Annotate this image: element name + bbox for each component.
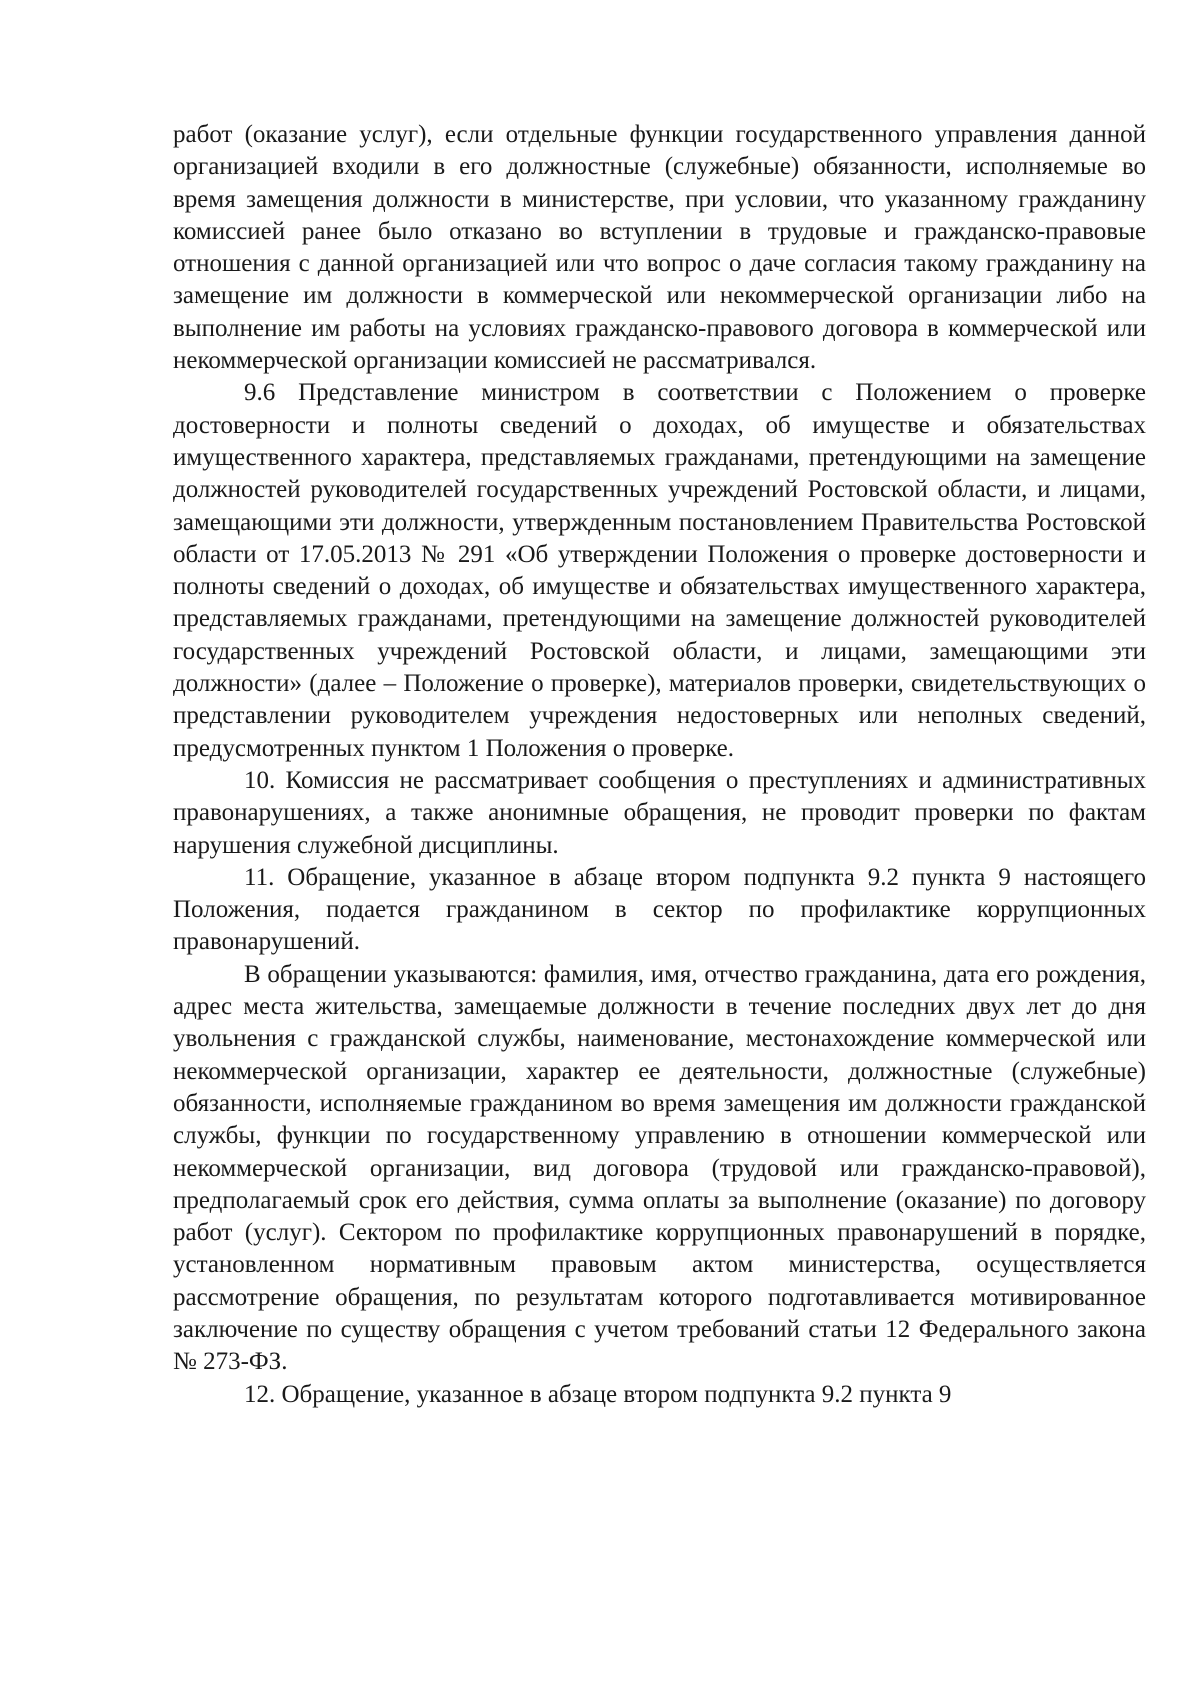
- paragraph-11-details: В обращении указываются: фамилия, имя, отчество гражданина, дата его рождения, адрес места жительства, замещаемые должности в течение последних двух лет до дня увольнения с гражданской службы, наименование, местонахождение коммерческой или некоммерческой организации, характер ее деятельности, должностные (служебные) обязанности, исполняемые гражданином во время замещения им должности гражданской службы, функции по государственному управлению в отношении коммерческой или некоммерческой организации, вид договора (трудовой или гражданско-правовой), предполагаемый срок его действия, сумма оплаты за выполнение (оказание) по договору работ (услуг). Сектором по профилактике коррупционных правонарушений в порядке, установленном нормативным правовым актом министерства, осуществляется рассмотрение обращения, по результатам которого подготавливается мотивированное заключение по существу обращения с учетом требований статьи 12 Федерального закона № 273-ФЗ.: [173, 960, 1146, 1376]
- paragraph-12: 12. Обращение, указанное в абзаце втором подпункта 9.2 пункта 9: [244, 1380, 952, 1408]
- document-body: [173, 119, 1146, 1411]
- paragraph-10: 10. Комиссия не рассматривает сообщения о преступлениях и административных правонарушениях, а также анонимные обращения, не проводит проверки по фактам нарушения служебной дисциплины.: [173, 766, 1146, 859]
- paragraph-9-6: 9.6 Представление министром в соответствии с Положением о проверке достоверности и полноты сведений о доходах, об имуществе и обязательствах имущественного характера, представляемых гражданами, претендующими на замещение должностей руководителей государственных учреждений Ростовской области, и лицами, замещающими эти должности, утвержденным постановлением Правительства Ростовской области от 17.05.2013 № 291 «Об утверждении Положения о проверке достоверности и полноты сведений о доходах, об имуществе и обязательствах имущественного характера, представляемых гражданами, претендующими на замещение должностей руководителей государственных учреждений Ростовской области, и лицами, замещающими эти должности» (далее – Положение о проверке), материалов проверки, свидетельствующих о представлении руководителем учреждения недостоверных или неполных сведений, предусмотренных пунктом 1 Положения о проверке.: [173, 379, 1146, 762]
- paragraph-continuation: работ (оказание услуг), если отдельные функции государственного управления данной организацией входили в его должностные (служебные) обязанности, исполняемые во время замещения должности в министерстве, при условии, что указанному гражданину комиссией ранее было отказано во вступлении в трудовые и гражданско-правовые отношения с данной организацией или что вопрос о даче согласия такому гражданину на замещение им должности в коммерческой или некоммерческой организации либо на выполнение им работы на условиях гражданско-правового договора в коммерческой или некоммерческой организации комиссией не рассматривался.: [173, 121, 1146, 375]
- paragraph-11: 11. Обращение, указанное в абзаце втором подпункта 9.2 пункта 9 настоящего Положения, подается гражданином в сектор по профилактике коррупционных правонарушений.: [173, 863, 1146, 956]
